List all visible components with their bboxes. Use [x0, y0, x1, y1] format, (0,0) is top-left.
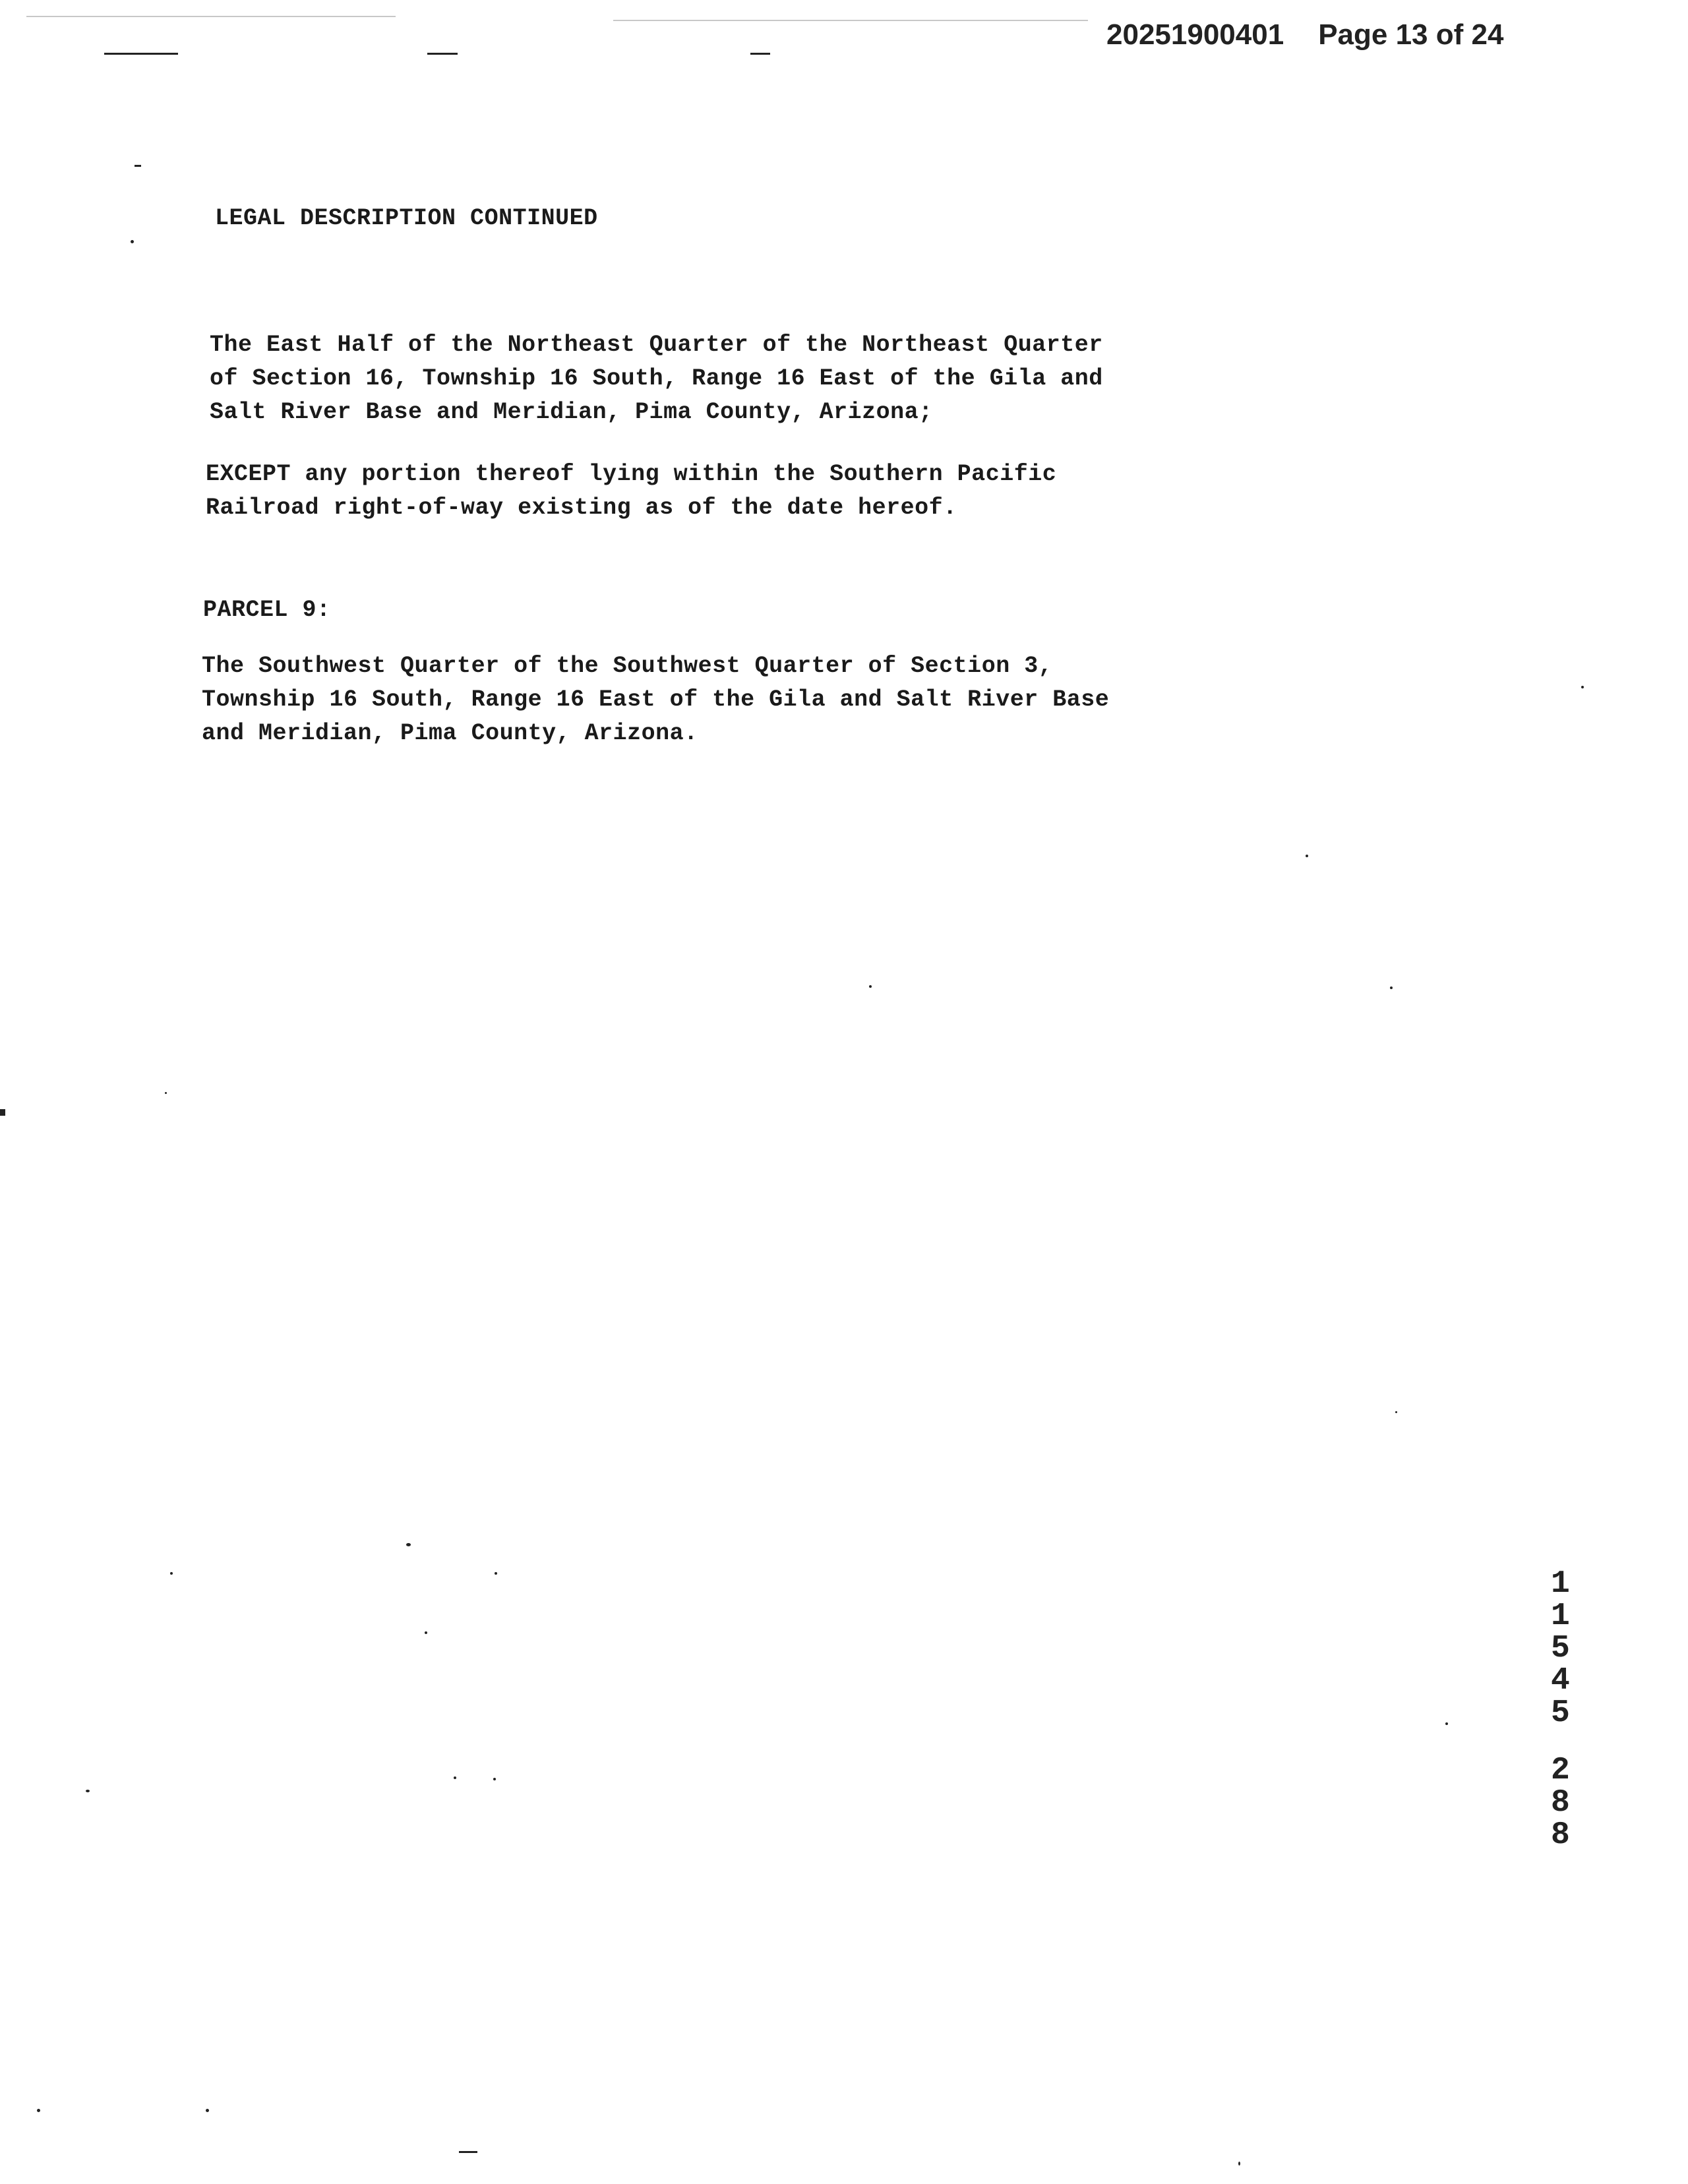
scan-speck [37, 2109, 40, 2112]
scan-speck [1238, 2162, 1240, 2166]
scan-dash [459, 2151, 477, 2153]
side-stamp-number [1551, 1568, 1570, 1852]
stamp-digit: 8 [1551, 1817, 1570, 1853]
stamp-digit: 1 [1551, 1566, 1570, 1602]
stamp-digit: 4 [1551, 1663, 1570, 1699]
scan-speck [86, 1790, 90, 1792]
stamp-digit: 8 [1551, 1785, 1570, 1821]
scan-speck [0, 1109, 5, 1116]
recording-header [1106, 18, 1503, 51]
exception-paragraph: EXCEPT any portion thereof lying within the Southern Pacific Railroad right-of-way existing as of the date hereof. [206, 461, 1057, 521]
scan-speck [1445, 1722, 1448, 1725]
stamp-digit: 5 [1551, 1695, 1570, 1731]
scan-dash [135, 165, 141, 167]
section-heading: LEGAL DESCRIPTION CONTINUED [215, 205, 598, 231]
scan-dash [750, 53, 770, 55]
document-number: 20251900401 [1106, 18, 1284, 51]
scan-speck [869, 985, 872, 988]
scan-speck [495, 1572, 497, 1575]
parcel-label: PARCEL 9: [203, 597, 331, 623]
page-indicator: Page 13 of 24 [1318, 18, 1504, 51]
scan-speck [165, 1092, 167, 1094]
stamp-digit: 1 [1551, 1598, 1570, 1634]
scan-speck [170, 1572, 173, 1575]
scan-speck [454, 1776, 456, 1779]
scan-line [26, 16, 396, 17]
scan-speck [1581, 686, 1584, 688]
scan-line [613, 20, 1088, 21]
scan-speck [406, 1543, 411, 1546]
scan-dash [104, 53, 178, 55]
scan-speck [131, 240, 134, 243]
scan-speck [493, 1778, 496, 1780]
scan-speck [1306, 855, 1308, 857]
stamp-digit: 5 [1551, 1631, 1570, 1666]
scan-speck [1395, 1411, 1397, 1413]
scan-speck [425, 1631, 427, 1634]
scan-dash [427, 53, 458, 55]
legal-paragraph: The East Half of the Northeast Quarter of the Northeast Quarter of Section 16, Township 16 South, Range 16 East of the Gila and Salt River Base and Meridian, Pima County, Arizona; [210, 332, 1103, 425]
stamp-digit: 2 [1551, 1753, 1570, 1788]
scan-speck [1390, 986, 1393, 989]
scan-speck [206, 2109, 209, 2112]
parcel-description: The Southwest Quarter of the Southwest Quarter of Section 3, Township 16 South, Range 16 East of the Gila and Salt River Base and Meridian, Pima County, Arizona. [202, 653, 1110, 746]
